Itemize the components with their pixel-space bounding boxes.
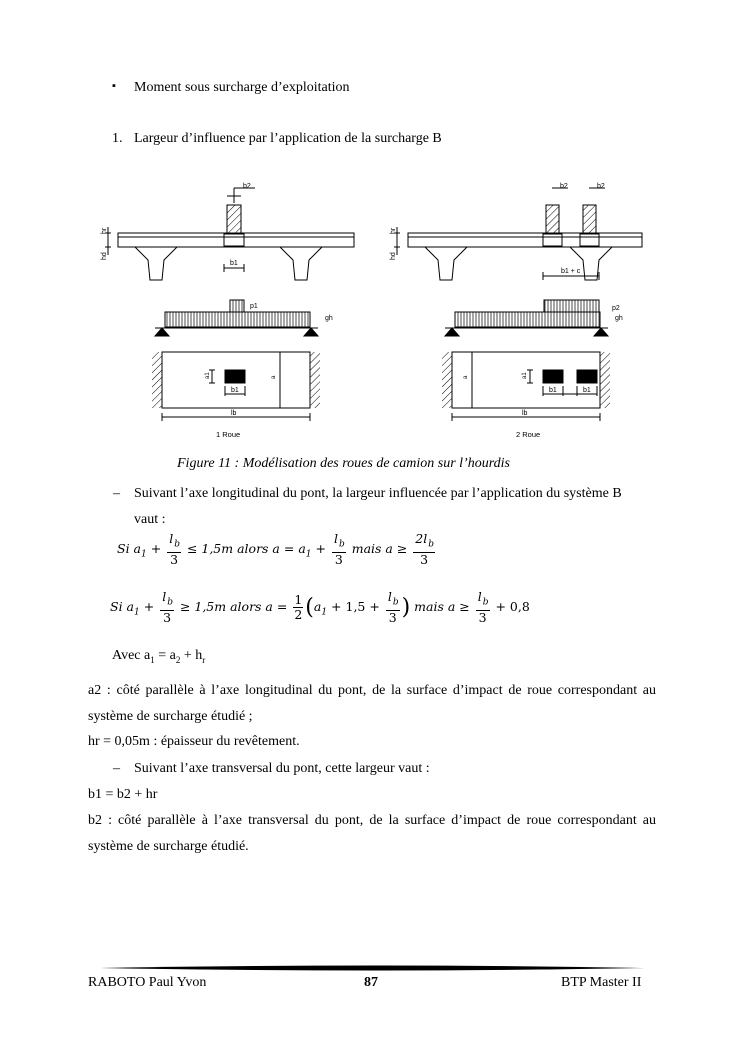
label-left-b1: b1	[230, 260, 238, 267]
label-right-hr: hr	[390, 227, 397, 234]
moment-title: Moment sous surcharge d’exploitation	[134, 80, 350, 95]
label-left-a: a	[271, 375, 277, 379]
transversal-text: Suivant l’axe transversal du pont, cette largeur vaut :	[134, 761, 430, 776]
wheel-model-figure	[100, 170, 660, 445]
label-left-b2: b2	[243, 183, 251, 190]
section-number: 1.	[112, 131, 123, 146]
b1-equation: b1 = b2 + hr	[88, 787, 158, 802]
label-right-a1: a1	[522, 372, 528, 379]
label-right-b2-first: b2	[560, 183, 568, 190]
longitudinal-text-line2: vaut :	[134, 512, 166, 527]
label-right-gh: gh	[615, 315, 623, 322]
longitudinal-text-line1: Suivant l’axe longitudinal du pont, la largeur influencée par l’application du système B	[134, 486, 622, 501]
label-right-a: a	[463, 375, 469, 379]
label-left-gh: gh	[325, 315, 333, 322]
right-bridge-section	[394, 188, 642, 280]
caption-2-roue: 2 Roue	[516, 430, 541, 439]
b2-definition: b2 : côté parallèle à l’axe transversal du pont, de la surface d’impact de roue correspondant au système de surcharge étudié.	[88, 813, 656, 854]
a2-definition: a2 : côté parallèle à l’axe longitudinal du pont, de la surface d’impact de roue correspondant au système de surcharge étudié ;	[88, 683, 656, 724]
footer-page-number: 87	[364, 975, 378, 990]
label-p1: p1	[250, 303, 258, 310]
formula-1: Si $a_1$ + $\frac{l_b}{3}$ ≤ 1,5m alors $a = a_1$ + $\frac{l_b}{3}$ mais a ≥ $\frac{2l_b}{3}$	[117, 531, 435, 567]
label-left-hd: hd	[101, 252, 108, 260]
right-load-diagram	[445, 300, 608, 336]
label-b1-plus-c: b1 + c	[561, 268, 581, 275]
left-load-diagram	[155, 300, 318, 336]
label-right-hd: hd	[390, 252, 397, 260]
caption-1-roue: 1 Roue	[216, 430, 241, 439]
label-right-lb: lb	[522, 410, 528, 417]
label-right-b1-first: b1	[549, 387, 557, 394]
footer-author: RABOTO Paul Yvon	[88, 975, 207, 990]
label-right-b1-second: b1	[583, 387, 591, 394]
longitudinal-dash: –	[113, 486, 120, 501]
footer-rule	[100, 964, 645, 972]
label-left-hr: hr	[101, 227, 108, 234]
label-left-lb: lb	[231, 410, 237, 417]
transversal-dash: –	[113, 761, 120, 776]
footer-program: BTP Master II	[561, 975, 642, 990]
label-left-a1: a1	[205, 372, 211, 379]
bullet-marker: ▪	[112, 80, 116, 92]
label-right-b2-second: b2	[597, 183, 605, 190]
label-left-b1-plan: b1	[231, 387, 239, 394]
avec-line: Avec $a_1 = a_2 + h_r$	[112, 648, 206, 665]
formula-2: Si $a_1$ + $\frac{l_b}{3}$ ≥ 1,5m alors a = $\frac{1}{2}$ ($a_1 + 1,5$ + $\frac{l_b}{3}$ ) mais a ≥ $\frac{l_b}{3}$ + 0,8	[110, 589, 530, 625]
section-title: Largeur d’influence par l’application de la surcharge B	[134, 131, 442, 146]
label-p2: p2	[612, 305, 620, 312]
figure-caption: Figure 11 : Modélisation des roues de camion sur l’hourdis	[177, 456, 510, 471]
hr-definition: hr = 0,05m : épaisseur du revêtement.	[88, 734, 300, 749]
